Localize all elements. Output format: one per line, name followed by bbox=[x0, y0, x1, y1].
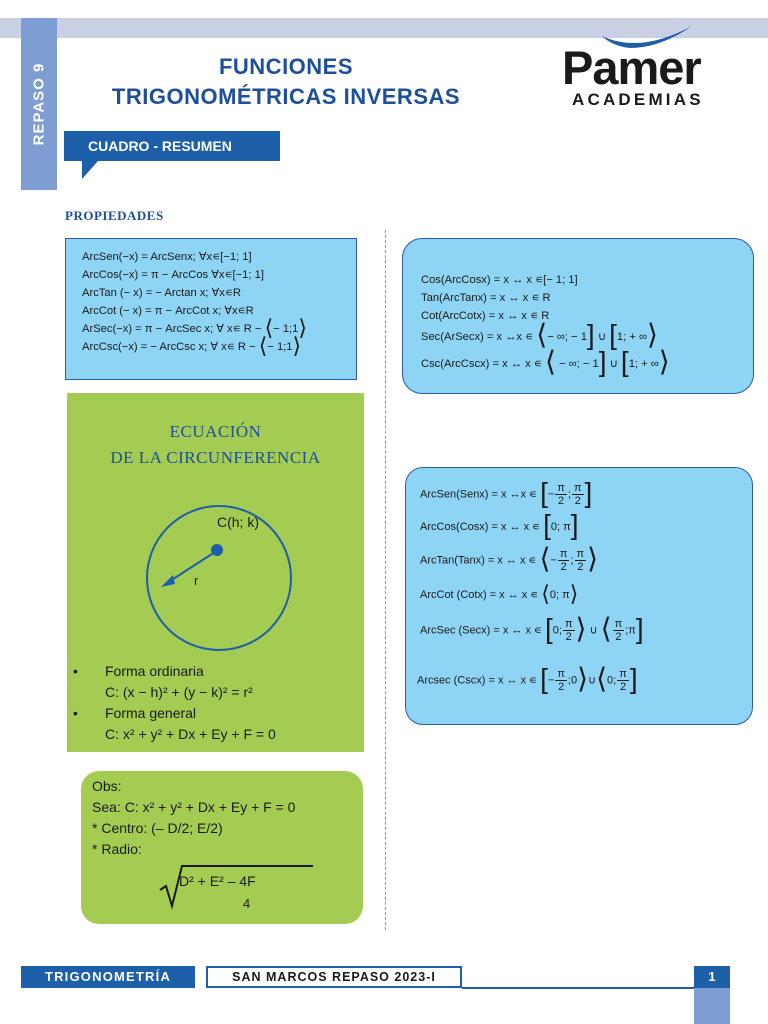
fraction-num: π bbox=[564, 618, 573, 630]
title-line-1: FUNCIONES bbox=[218, 54, 354, 79]
fraction bbox=[563, 618, 575, 643]
angle-right-icon: ⟩ bbox=[292, 333, 302, 359]
separator: ; bbox=[567, 488, 571, 501]
angle-right-icon: ⟩ bbox=[646, 319, 658, 351]
pamer-logo bbox=[560, 22, 740, 117]
minus-sign: − bbox=[547, 674, 555, 687]
fraction bbox=[575, 548, 587, 573]
prop-line-text: ArcTan(Tanx) = x ↔ x ∊ bbox=[420, 554, 537, 567]
fraction-den: 2 bbox=[577, 561, 584, 573]
union-symbol: ∪ bbox=[609, 358, 618, 370]
union-symbol: ∪ bbox=[588, 674, 597, 687]
bullet: • bbox=[73, 705, 78, 721]
prop-line: ArcTan (− x) = − Arctan x; ∀x∊R bbox=[82, 287, 241, 299]
cuadro-resumen-tag: CUADRO - RESUMEN bbox=[64, 131, 280, 161]
prop-line: ArcCot (− x) = π − ArcCot x; ∀x∊R bbox=[82, 305, 254, 317]
radius-arrow-icon bbox=[161, 575, 175, 587]
bracket-right-icon: ] bbox=[584, 476, 593, 508]
interval-text: 1; + ∞ bbox=[628, 358, 659, 370]
prop-line-text: ArcCot (Cotx) = x ↔ x ∊ bbox=[420, 588, 539, 601]
logo-brand: Pamer bbox=[562, 41, 701, 94]
bracket-right-icon: ] bbox=[629, 662, 638, 694]
angle-left-icon: ⟨ bbox=[541, 581, 550, 606]
prop-line-text: Sec(ArSecx) = x ↔x ∊ bbox=[421, 331, 534, 343]
general-form-equation: C: x² + y² + Dx + Ey + F = 0 bbox=[105, 726, 276, 742]
fraction bbox=[555, 668, 567, 693]
interval-text: 1; + ∞ bbox=[616, 331, 647, 343]
separator: ; bbox=[613, 674, 617, 687]
fraction-den: 2 bbox=[565, 631, 572, 643]
minus-sign: − bbox=[547, 488, 555, 501]
observation-panel bbox=[81, 771, 363, 924]
prop3-cot bbox=[420, 581, 579, 606]
pi-symbol: π bbox=[628, 624, 636, 637]
fraction-num: π bbox=[619, 668, 627, 680]
bracket-left-icon: [ bbox=[543, 509, 551, 540]
fraction-num: π bbox=[573, 482, 582, 494]
separator: ; bbox=[567, 674, 571, 687]
zero: 0 bbox=[607, 674, 614, 687]
interval-text: − 1;1 bbox=[267, 341, 293, 354]
union-symbol: ∪ bbox=[589, 624, 598, 637]
union-symbol: ∪ bbox=[597, 331, 607, 343]
interval-text: 0; π bbox=[550, 520, 571, 533]
interval-text: − 1;1 bbox=[273, 323, 299, 335]
properties-box-inverse-composition bbox=[405, 467, 753, 725]
fraction-den: 2 bbox=[619, 681, 627, 693]
prop-line-text: ArcCos(Cosx) = x ↔ x ∊ bbox=[420, 520, 541, 533]
fraction-num: π bbox=[559, 548, 568, 560]
prop-line: ArcCos(−x) = π − ArcCos ∀x∊[−1; 1] bbox=[82, 269, 264, 281]
bracket-left-icon: [ bbox=[544, 612, 553, 644]
title-line-2: DE LA CIRCUNFERENCIA bbox=[110, 448, 321, 467]
title-line-1: ECUACIÓN bbox=[169, 422, 262, 441]
angle-left-icon: ⟨ bbox=[596, 662, 608, 694]
center-label: C(h; k) bbox=[217, 514, 259, 530]
prop-line-sec bbox=[82, 315, 356, 341]
prop3-sec bbox=[420, 612, 644, 644]
angle-left-icon: ⟨ bbox=[544, 346, 556, 378]
prop3-cos bbox=[420, 509, 579, 540]
footer-exam: SAN MARCOS REPASO 2023-I bbox=[206, 966, 462, 988]
angle-left-icon: ⟨ bbox=[536, 319, 548, 351]
side-tab-label: REPASO 9 bbox=[30, 62, 48, 146]
interval-text: − ∞; − 1 bbox=[555, 358, 599, 370]
angle-right-icon: ⟩ bbox=[298, 315, 307, 341]
prop-line-text: ArSec(−x) = π − ArcSec x; ∀ x∊ R − bbox=[82, 323, 262, 335]
page-number: 1 bbox=[694, 966, 730, 988]
properties-box-composition bbox=[402, 238, 754, 394]
bracket-right-icon: ] bbox=[635, 612, 644, 644]
footer-rule bbox=[462, 987, 694, 989]
zero: 0 bbox=[570, 674, 578, 687]
angle-left-icon: ⟨ bbox=[264, 315, 274, 341]
separator: ; bbox=[625, 624, 629, 637]
angle-left-icon: ⟨ bbox=[539, 542, 551, 574]
fraction bbox=[555, 482, 567, 507]
radius-denominator: 4 bbox=[243, 896, 251, 911]
ordinary-form-equation: C: (x − h)² + (y − k)² = r² bbox=[105, 684, 253, 700]
prop3-csc bbox=[417, 662, 638, 694]
prop-line-text: Csc(ArcCscx) = x ↔ x ∊ bbox=[421, 358, 542, 370]
form-label: Forma general bbox=[105, 705, 197, 721]
side-tab bbox=[21, 18, 57, 190]
obs-equation: Sea: C: x² + y² + Dx + Ey + F = 0 bbox=[92, 799, 296, 815]
form-label: Forma ordinaria bbox=[105, 663, 204, 679]
separator: ; bbox=[558, 624, 562, 637]
properties-box-odd-even bbox=[65, 238, 357, 380]
angle-right-icon: ⟩ bbox=[587, 542, 599, 574]
prop3-tan bbox=[420, 542, 599, 574]
angle-right-icon: ⟩ bbox=[569, 581, 579, 606]
cuadro-tag-tail bbox=[82, 161, 98, 179]
fraction bbox=[558, 548, 570, 573]
angle-right-icon: ⟩ bbox=[575, 612, 587, 644]
fraction-num: π bbox=[614, 618, 623, 630]
obs-radius: * Radio: bbox=[92, 841, 142, 857]
fraction-den: 2 bbox=[558, 495, 565, 507]
fraction-num: π bbox=[557, 668, 565, 680]
bracket-right-icon: ] bbox=[586, 319, 595, 351]
fraction-den: 2 bbox=[558, 681, 565, 693]
prop-line-text: ArcSen(Senx) = x ↔x ∊ bbox=[420, 488, 538, 501]
circle-forms-list bbox=[73, 661, 276, 745]
fraction bbox=[572, 482, 584, 507]
bracket-right-icon: ] bbox=[570, 509, 579, 540]
prop2-tan: Tan(ArcTanx) = x ↔ x ∊ R bbox=[421, 292, 551, 304]
logo-subtitle: ACADEMIAS bbox=[572, 90, 704, 109]
circle-equation-panel bbox=[67, 393, 364, 752]
minus-sign: − bbox=[550, 554, 557, 567]
fraction bbox=[613, 618, 625, 643]
bracket-left-icon: [ bbox=[540, 662, 548, 694]
prop-line-text: ArcSec (Secx) = x ↔ x ∊ bbox=[420, 624, 542, 637]
angle-left-icon: ⟨ bbox=[600, 612, 612, 644]
angle-right-icon: ⟩ bbox=[577, 662, 589, 694]
prop2-sec bbox=[421, 319, 753, 351]
radius-label: r bbox=[194, 573, 199, 588]
angle-left-icon: ⟨ bbox=[258, 333, 268, 359]
bracket-left-icon: [ bbox=[540, 476, 548, 508]
fraction-num: π bbox=[557, 482, 565, 494]
dashed-divider bbox=[385, 230, 386, 930]
obs-center: * Centro: (– D/2; E/2) bbox=[92, 820, 223, 836]
bracket-left-icon: [ bbox=[609, 319, 617, 351]
title-line-2: TRIGONOMÉTRICAS INVERSAS bbox=[111, 84, 461, 109]
fraction bbox=[617, 668, 629, 693]
list-item bbox=[73, 661, 276, 682]
prop2-cot: Cot(ArcCotx) = x ↔ x ∊ R bbox=[421, 310, 550, 322]
radius-line bbox=[167, 552, 215, 583]
fraction-num: π bbox=[576, 548, 585, 560]
obs-title: Obs: bbox=[92, 778, 122, 794]
footer-subject: TRIGONOMETRÍA bbox=[21, 966, 195, 988]
interval-text: 0; π bbox=[549, 588, 570, 601]
bracket-right-icon: ] bbox=[598, 346, 607, 378]
angle-right-icon: ⟩ bbox=[658, 346, 670, 378]
prop-line: ArcSen(−x) = ArcSenx; ∀x∊[−1; 1] bbox=[82, 251, 252, 263]
fraction-den: 2 bbox=[615, 631, 622, 643]
fraction-den: 2 bbox=[560, 561, 567, 573]
prop-line-csc bbox=[82, 333, 356, 359]
circle-equation-title bbox=[67, 419, 364, 471]
prop2-csc bbox=[421, 346, 753, 379]
propiedades-heading: PROPIEDADES bbox=[65, 208, 164, 223]
list-item bbox=[73, 703, 276, 724]
bracket-left-icon: [ bbox=[620, 346, 629, 378]
page-title bbox=[66, 52, 506, 112]
bullet: • bbox=[73, 663, 78, 679]
separator: ; bbox=[570, 554, 574, 567]
prop-line-text: ArcCsc(−x) = − ArcCsc x; ∀ x∊ R − bbox=[82, 341, 256, 354]
prop-line-text: Arcsec (Cscx) = x ↔ x ∊ bbox=[417, 674, 538, 687]
zero: 0 bbox=[552, 624, 559, 637]
prop2-cos: Cos(ArcCosx) = x ↔ x ∊[− 1; 1] bbox=[421, 274, 578, 286]
prop3-sen bbox=[420, 476, 593, 508]
fraction-den: 2 bbox=[574, 495, 581, 507]
interval-text: − ∞; − 1 bbox=[547, 331, 587, 343]
radius-numerator: D² + E² – 4F bbox=[179, 873, 256, 889]
